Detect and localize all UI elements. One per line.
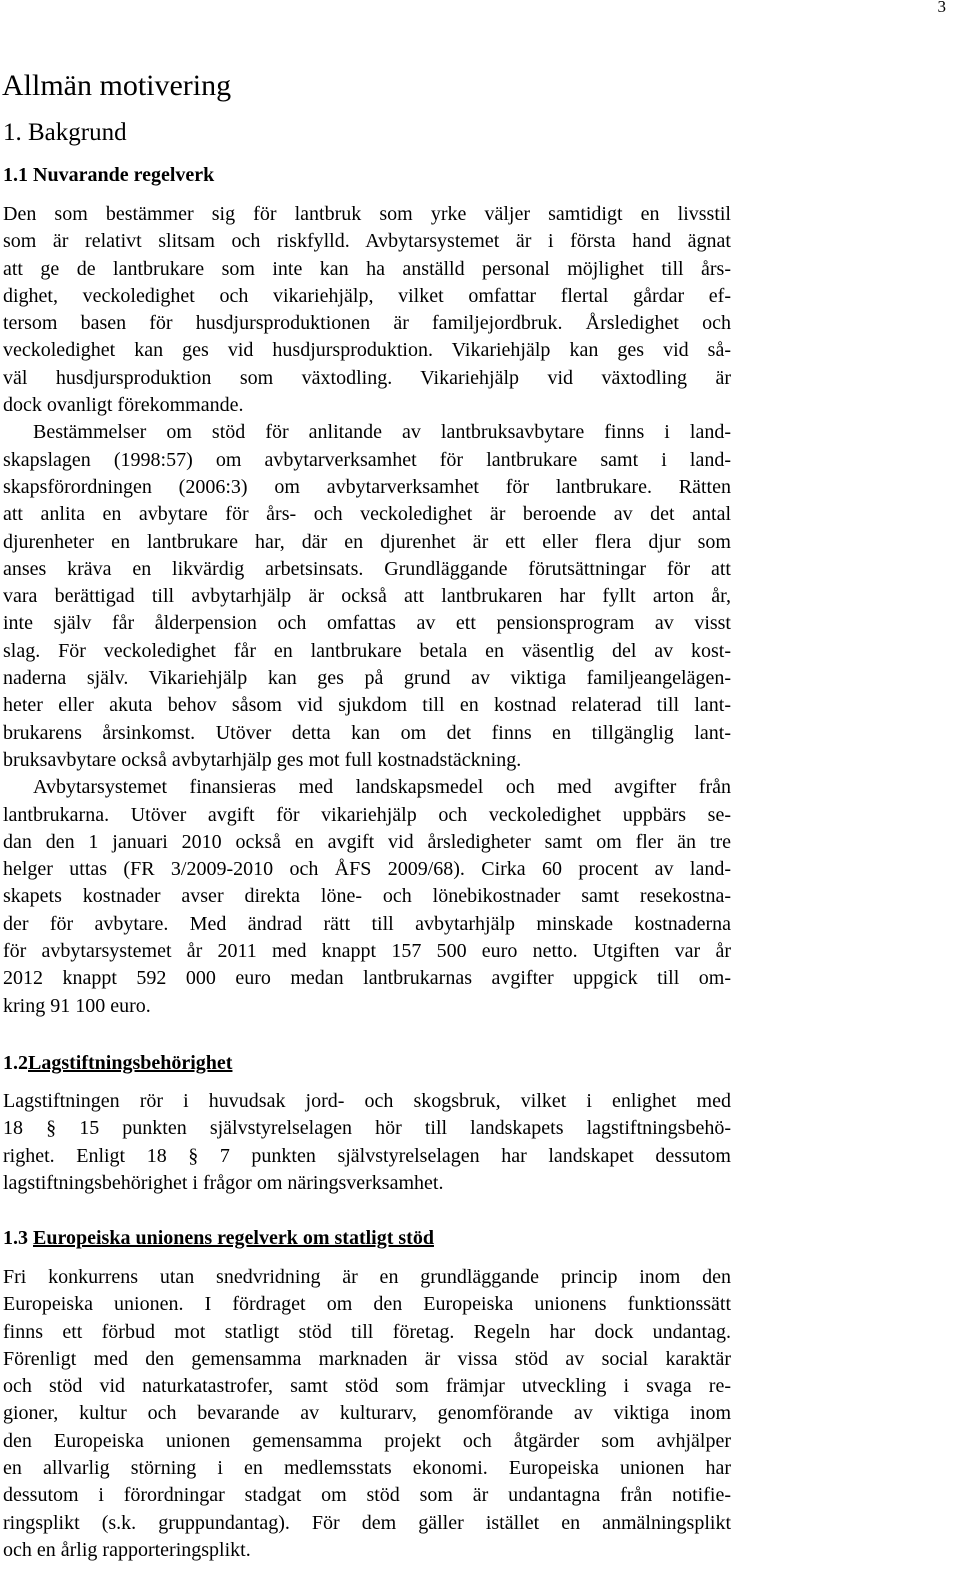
text-line: brukarens årsinkomst. Utöver detta kan om det finns en tillgänglig lant- <box>3 721 731 744</box>
subsection-title: Nuvarande regelverk <box>33 164 215 186</box>
text-line: skapslagen (1998:57) om avbytarverksamhet för lantbrukare samt i land- <box>3 448 731 471</box>
text-line: och en årlig rapporteringsplikt. <box>3 1538 251 1561</box>
text-line: dock ovanligt förekommande. <box>3 394 244 417</box>
section-1-2-body <box>3 1088 731 1197</box>
text-line: 18 § 15 punkten självstyrelselagen hör till landskapets lagstiftningsbehö- <box>3 1117 731 1140</box>
text-line: skapsförordningen (2006:3) om avbytarverksamhet för lantbrukare. Rätten <box>3 475 731 498</box>
text-line: der för avbytare. Med ändrad rätt till avbytarhjälp minskade kostnaderna <box>3 912 731 935</box>
text-line: righet. Enligt 18 § 7 punkten självstyrelselagen har landskapet dessutom <box>3 1144 731 1167</box>
text-line: Förenligt med den gemensamma marknaden är vissa stöd av social karaktär <box>3 1347 731 1370</box>
text-line: dan den 1 januari 2010 också en avgift vid årsledigheter samt om fler än tre <box>3 830 731 853</box>
subsection-heading-1-2 <box>3 1049 232 1077</box>
text-line: inte själv får ålderpension och omfattas av ett pensionsprogram av visst <box>3 612 731 635</box>
text-line: anses kräva en likvärdig arbetsinsats. Grundläggande förutsättningar för att <box>3 557 731 580</box>
section-1-3-body <box>3 1264 731 1564</box>
text-line: dessutom i förordningar stadgat om stöd som är undantagna från notifie- <box>3 1484 731 1507</box>
subsection-title: Europeiska unionens regelverk om statligt stöd <box>33 1227 434 1249</box>
text-line: slag. För veckoledighet får en lantbrukare betala en väsentlig del av kost- <box>3 639 731 662</box>
text-line: den Europeiska unionen gemensamma projekt och åtgärder som avhjälper <box>3 1429 731 1452</box>
text-line: bruksavbytare också avbytarhjälp ges mot full kostnadstäckning. <box>3 748 522 771</box>
text-line: veckoledighet kan ges vid husdjursproduktion. Vikariehjälp kan ges vid så- <box>3 339 731 362</box>
section-heading: 1. Bakgrund <box>3 119 127 146</box>
text-line: Europeiska unionen. I fördraget om den Europeiska unionens funktionssätt <box>3 1293 731 1316</box>
text-line: väl husdjursproduktion som växtodling. Vikariehjälp vid växtodling är <box>3 366 731 389</box>
text-line: att ge de lantbrukare som inte kan ha anställd personal möjlighet till års- <box>3 257 731 280</box>
text-line: gioner, kultur och bevarande av kulturarv, genomförande av viktiga inom <box>3 1402 731 1425</box>
text-line: att anlita en avbytare för års- och veckoledighet är beroende av det antal <box>3 503 731 526</box>
text-line: och stöd vid naturkatastrofer, samt stöd som främjar utveckling i svaga re- <box>3 1375 731 1398</box>
text-line: finns ett förbud mot statligt stöd till företag. Regeln har dock undantag. <box>3 1320 731 1343</box>
text-line: lagstiftningsbehörighet i frågor om näringsverksamhet. <box>3 1171 444 1194</box>
text-line: Fri konkurrens utan snedvridning är en grundläggande princip inom den <box>3 1266 731 1288</box>
text-line: helger uttas (FR 3/2009-2010 och ÅFS 2009/68). Cirka 60 procent av land- <box>3 858 731 881</box>
page-number: 3 <box>937 0 946 16</box>
text-line: heter eller akuta behov såsom vid sjukdom till en kostnad relaterad till lant- <box>3 694 731 717</box>
text-line: Avbytarsystemet finansieras med landskapsmedel och med avgifter från <box>33 776 731 799</box>
subsection-number: 1.2 <box>3 1052 28 1074</box>
text-line: som är relativt slitsam och riskfylld. Avbytarsystemet är i första hand ägnat <box>3 230 731 253</box>
text-line: skapets kostnader avser direkta löne- och lönebikostnader samt resekostna- <box>3 885 731 908</box>
subsection-number: 1.1 <box>3 164 28 186</box>
text-line: för avbytarsystemet år 2011 med knappt 157 500 euro netto. Utgiften var år <box>3 940 731 963</box>
text-line: 2012 knappt 592 000 euro medan lantbrukarnas avgifter uppgick till om- <box>3 967 731 990</box>
text-line: en allvarlig störning i en medlemsstats ekonomi. Europeiska unionen har <box>3 1457 731 1480</box>
subsection-heading-1-1 <box>3 161 214 189</box>
text-line: kring 91 100 euro. <box>3 994 151 1017</box>
text-line: lantbrukarna. Utöver avgift för vikariehjälp och veckoledighet uppbärs se- <box>3 803 731 826</box>
text-line: Bestämmelser om stöd för anlitande av lantbruksavbytare finns i land- <box>33 421 731 444</box>
text-line: Lagstiftningen rör i huvudsak jord- och skogsbruk, vilket i enlighet med <box>3 1090 731 1112</box>
subsection-title: Lagstiftningsbehörighet <box>28 1052 233 1074</box>
text-line: naderna själv. Vikariehjälp kan ges på grund av viktiga familjeangelägen- <box>3 667 731 690</box>
text-line: djurenheter en lantbrukare har, där en djurenhet är ett eller flera djur som <box>3 530 731 553</box>
section-1-1-body <box>3 201 731 1020</box>
text-line: ringsplikt (s.k. gruppundantag). För dem gäller istället en anmälningsplikt <box>3 1511 731 1534</box>
subsection-heading-1-3 <box>3 1224 434 1252</box>
subsection-number: 1.3 <box>3 1227 28 1249</box>
text-line: Den som bestämmer sig för lantbruk som yrke väljer samtidigt en livsstil <box>3 203 731 225</box>
text-line: tersom basen för husdjursproduktionen är familjejordbruk. Årsledighet och <box>3 312 731 335</box>
text-line: dighet, veckoledighet och vikariehjälp, vilket omfattar flertal gårdar ef- <box>3 284 731 307</box>
main-heading: Allmän motivering <box>2 69 232 102</box>
text-line: vara berättigad till avbytarhjälp är också att lantbrukaren har fyllt arton år, <box>3 585 731 608</box>
